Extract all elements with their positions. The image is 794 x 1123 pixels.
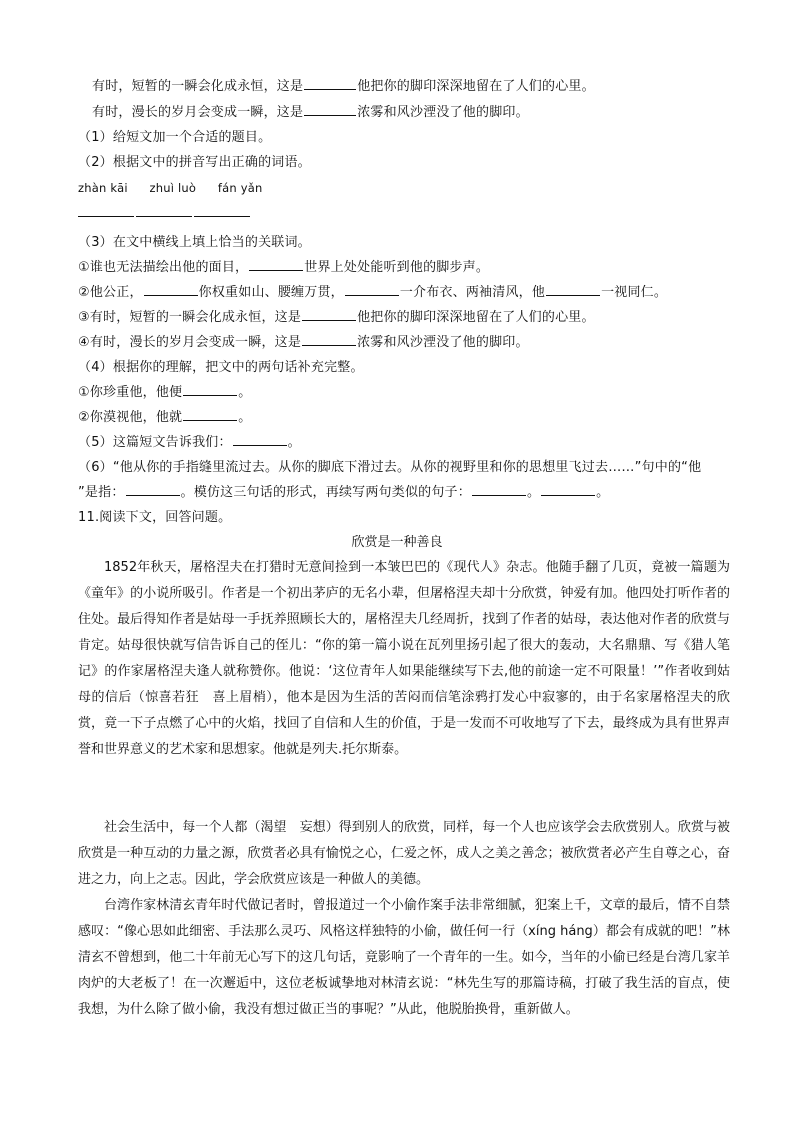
item-text: 。 <box>238 385 252 400</box>
pinyin-row <box>78 176 728 201</box>
item-text: ②他公正， <box>78 285 143 300</box>
q4-item-1 <box>78 380 728 405</box>
item-text: 。 <box>238 410 252 425</box>
q3-item-1 <box>78 255 728 280</box>
item-text: 浓雾和风沙湮没了他的脚印。 <box>357 335 529 350</box>
answer-blank[interactable] <box>183 381 237 396</box>
question-3: （3）在文中横线上填上恰当的关联词。 <box>78 235 311 250</box>
intro-text: 他把你的脚印深深地留在了人们的心里。 <box>357 79 595 94</box>
item-text: ”是指： <box>78 485 125 500</box>
article-paragraph-2: 社会生活中，每一个人都（渴望 妄想）得到别人的欣赏，同样，每一个人也应该学会去欣赏别人。欣赏与被欣赏是一种互动的力量之源，欣赏者必具有愉悦之心，仁爱之怀，成人之美之善念；被欣赏者必产生自尊之心，奋进之力，向上之志。因此，学会欣赏应该是一种做人的美德。 <box>78 820 730 887</box>
intro-line-1 <box>92 74 742 99</box>
question-11: 11.阅读下文，回答问题。 <box>78 510 232 525</box>
question-2: （2）根据文中的拼音写出正确的词语。 <box>78 155 311 170</box>
item-text: 。 <box>596 485 610 500</box>
answer-blank[interactable] <box>546 281 600 296</box>
q3-item-4 <box>78 330 728 355</box>
article-paragraph-1: 1852年秋天，屠格涅夫在打猎时无意间捡到一本皱巴巴的《现代人》杂志。他随手翻了几页，竟被一篇题为《童年》的小说所吸引。作者是一个初出茅庐的无名小辈，但屠格涅夫却十分欣赏，钟爱有加。他四处打听作者的住处。最后得知作者是姑母一手抚养照顾长大的，屠格涅夫几经周折，找到了作者的姑母，表达他对作者的欣赏与肯定。姑母很快就写信告诉自己的侄儿：“你的第一篇小说在瓦列里扬引起了很大的轰动，大名鼎鼎、写《猎人笔记》的作家屠格涅夫逢人就称赞你。他说：‘这位青年人如果能继续写下去,他的前途一定不可限量！’”作者收到姑母的信后（惊喜若狂 喜上眉梢），他本是因为生活的苦闷而信笔涂鸦打发心中寂寥的，由于名家屠格涅夫的欣赏，竟一下子点燃了心中的火焰，找回了自信和人生的价值，于是一发而不可收地写了下去，最终成为具有世界声誉和世界意义的艺术家和思想家。他就是列夫.托尔斯泰。 <box>78 560 730 757</box>
q3-item-3 <box>78 305 728 330</box>
q4-item-2 <box>78 405 728 430</box>
answer-blank[interactable] <box>302 306 356 321</box>
article-title: 欣赏是一种善良 <box>351 535 443 550</box>
pinyin-word: zhàn kāi <box>78 181 128 195</box>
item-text: 。 <box>287 435 301 450</box>
article-paragraph-3: 台湾作家林清玄青年时代做记者时，曾报道过一个小偷作案手法非常细腻，犯案上千，文章的最后，情不自禁感叹：“像心思如此细密、手法那么灵巧、风格这样独特的小偷，做任何一行（xíng háng）都会有成就的吧！”林清玄不曾想到，他二十年前无心写下的这几句话，竟影响了一个青年的一生。如今，当年的小偷已经是台湾几家羊肉炉的大老板了！在一次邂逅中，这位老板诚挚地对林清玄说：“林先生写的那篇诗稿，打破了我生活的盲点，使我想，为什么除了做小偷，我没有想过做正当的事呢？”从此，他脱胎换骨，重新做人。 <box>78 898 730 1017</box>
answer-blank[interactable] <box>233 431 287 446</box>
answer-blank[interactable] <box>183 406 237 421</box>
pinyin-word: zhuì luò <box>149 181 197 195</box>
item-text: 你权重如山、腰缠万贯， <box>198 285 344 300</box>
q3-item-2 <box>78 280 728 305</box>
answer-blank[interactable] <box>249 256 303 271</box>
question-1: （1）给短文加一个合适的题目。 <box>78 130 272 145</box>
item-text: ②你漠视他，他就 <box>78 410 183 425</box>
answer-blank[interactable] <box>541 481 595 496</box>
intro-text: 有时，短暂的一瞬会化成永恒，这是 <box>92 79 304 94</box>
answer-blank[interactable] <box>302 331 356 346</box>
pinyin-word: fán yǎn <box>217 181 263 195</box>
question-4: （4）根据你的理解，把文中的两句话补充完整。 <box>78 360 364 375</box>
answer-blank[interactable] <box>194 202 250 217</box>
item-text: ③有时，短暂的一瞬会化成永恒，这是 <box>78 310 302 325</box>
item-text: 一视同仁。 <box>601 285 668 300</box>
answer-blank[interactable] <box>144 281 198 296</box>
answer-blank[interactable] <box>472 481 526 496</box>
question-6-line-1: （6）“他从你的手指缝里流过去。从你的脚底下滑过去。从你的视野里和你的思想里飞过去……”句中的“他 <box>78 460 702 475</box>
item-text: ①谁也无法描绘出他的面目， <box>78 260 249 275</box>
answer-blank[interactable] <box>345 281 399 296</box>
item-text: 。模仿这三句话的形式，再续写两句类似的句子： <box>180 485 471 500</box>
item-text: （5）这篇短文告诉我们： <box>78 435 232 450</box>
item-text: ①你珍重他，他便 <box>78 385 183 400</box>
item-text: 他把你的脚印深深地留在了人们的心里。 <box>357 310 595 325</box>
item-text: ④有时，漫长的岁月会变成一瞬，这是 <box>78 335 302 350</box>
item-text: 世界上处处能听到他的脚步声。 <box>304 260 490 275</box>
intro-line-2 <box>92 100 742 125</box>
pinyin-answer-blanks <box>78 201 728 226</box>
question-5 <box>78 430 728 455</box>
intro-text: 浓雾和风沙湮没了他的脚印。 <box>357 105 529 120</box>
answer-blank[interactable] <box>78 202 134 217</box>
answer-blank[interactable] <box>304 75 356 90</box>
item-text: 一介布衣、两袖清风，他 <box>399 285 546 300</box>
question-6-line-2 <box>78 480 728 505</box>
answer-blank[interactable] <box>126 481 180 496</box>
intro-text: 有时，漫长的岁月会变成一瞬，这是 <box>92 105 304 120</box>
answer-blank[interactable] <box>304 101 356 116</box>
answer-blank[interactable] <box>136 202 192 217</box>
item-text: 。 <box>526 485 541 500</box>
